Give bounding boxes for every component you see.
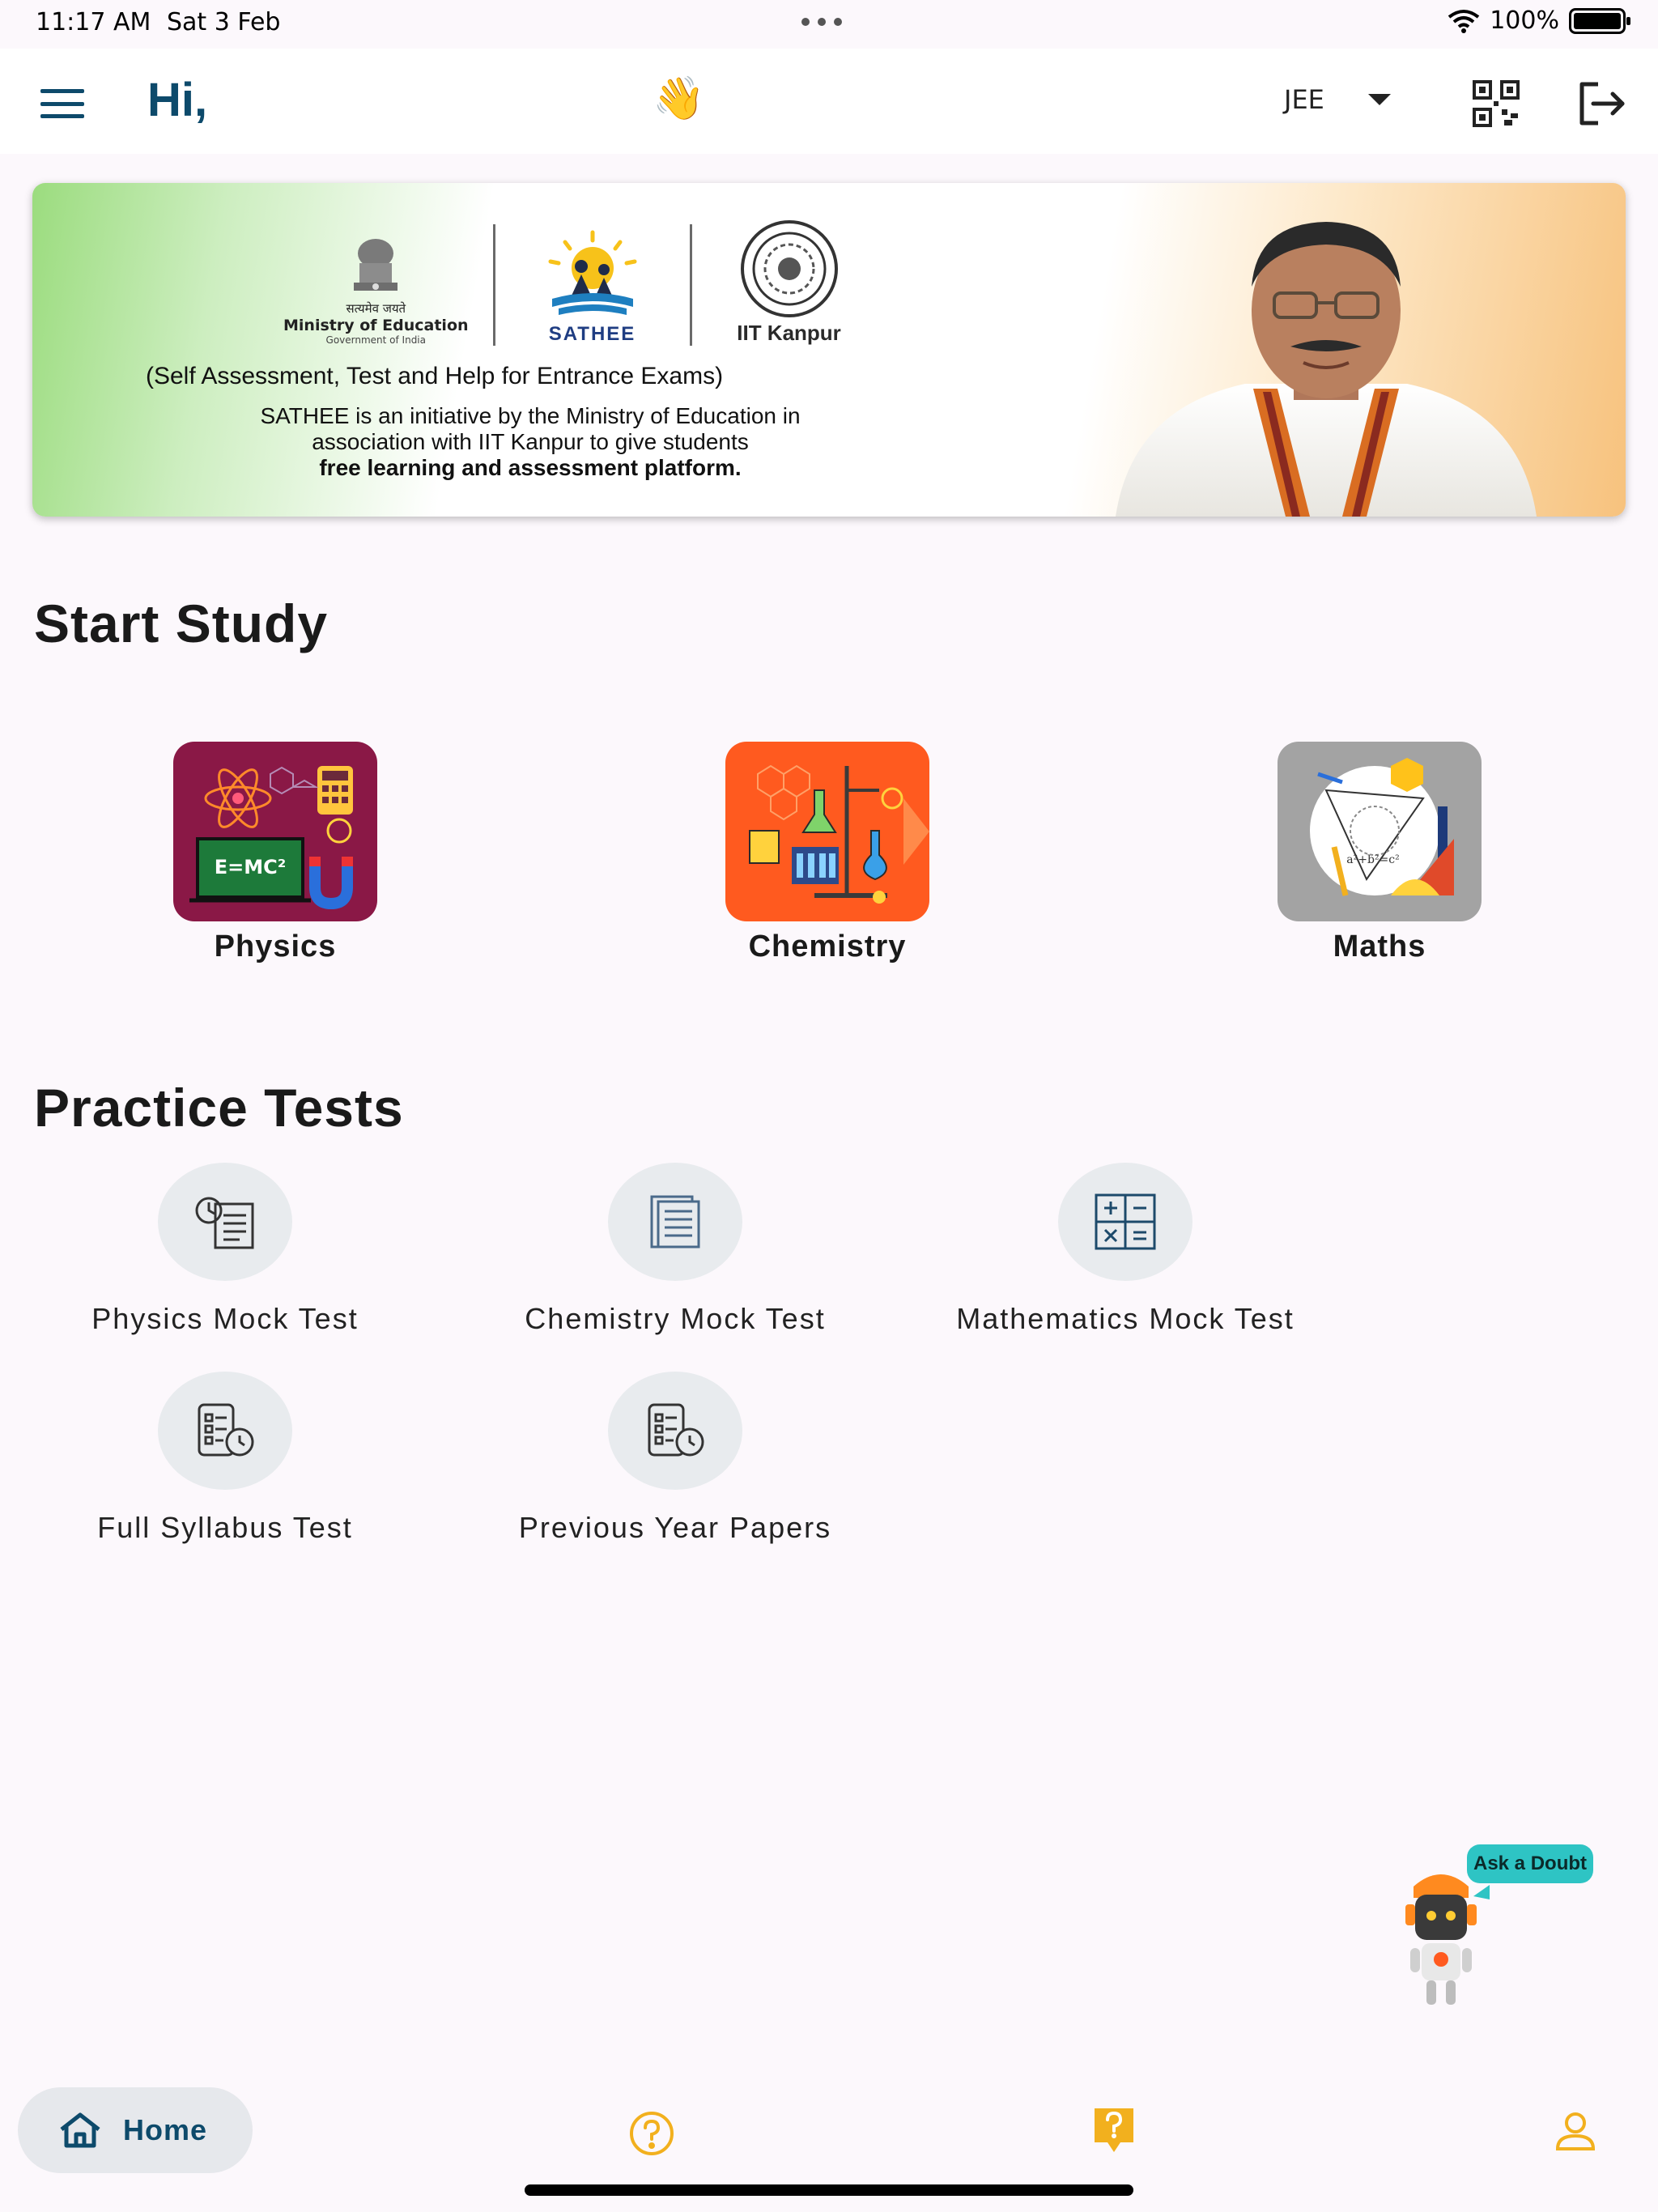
iit-logo — [692, 215, 886, 346]
moe-name: Ministry of Education — [283, 317, 469, 334]
timed-test-icon — [608, 1372, 742, 1490]
profile-icon[interactable] — [1554, 2110, 1596, 2152]
timed-test-icon — [158, 1372, 292, 1490]
menu-icon[interactable] — [40, 89, 84, 118]
greeting: Hi, — [147, 74, 208, 126]
question-badge-icon[interactable] — [1091, 2105, 1137, 2155]
home-icon — [58, 2112, 102, 2149]
physics-mock-test[interactable] — [39, 1163, 411, 1336]
banner-desc-line: association with IIT Kanpur to give students — [312, 429, 749, 454]
moe-logo — [259, 236, 493, 346]
chemistry-mock-test[interactable] — [489, 1163, 861, 1336]
iit-name: IIT Kanpur — [737, 321, 841, 345]
sathee-logo — [495, 226, 690, 346]
full-syllabus-test[interactable] — [39, 1372, 411, 1545]
exam-selected-value: JEE — [1284, 84, 1324, 115]
subject-label: Physics — [214, 929, 337, 963]
status-date: Sat 3 Feb — [167, 8, 281, 36]
subject-physics[interactable] — [170, 742, 380, 964]
help-circle-icon[interactable] — [628, 2110, 675, 2157]
ask-doubt-button[interactable] — [1368, 1838, 1611, 2024]
wifi-icon — [1448, 9, 1480, 33]
physics-formula: E=MC² — [214, 856, 287, 878]
status-time: 11:17 AM — [36, 8, 151, 36]
wave-hand-icon: 👋 — [653, 74, 705, 123]
physics-test-icon — [158, 1163, 292, 1281]
chevron-down-icon — [1368, 94, 1391, 105]
subject-label: Chemistry — [748, 929, 907, 963]
start-study-title: Start Study — [34, 593, 329, 653]
banner-desc-line: free learning and assessment platform. — [319, 455, 742, 480]
multitasking-dots-icon[interactable] — [801, 18, 842, 26]
calculator-icon — [1058, 1163, 1192, 1281]
test-label: Mathematics Mock Test — [956, 1302, 1295, 1335]
test-label: Physics Mock Test — [91, 1302, 359, 1335]
battery-icon — [1569, 8, 1626, 34]
ask-doubt-label: Ask a Doubt — [1467, 1844, 1593, 1883]
chemistry-tile-icon — [725, 742, 929, 921]
maths-tile-icon — [1278, 742, 1482, 921]
banner-tagline: (Self Assessment, Test and Help for Entrance Exams) — [146, 363, 724, 389]
mathematics-mock-test[interactable] — [939, 1163, 1312, 1336]
exam-dropdown[interactable] — [1284, 84, 1391, 115]
battery-percent: 100% — [1490, 6, 1559, 35]
home-indicator[interactable] — [525, 2184, 1133, 2196]
qr-code-icon[interactable] — [1472, 79, 1520, 128]
subject-label: Maths — [1333, 929, 1426, 963]
minister-portrait — [1083, 198, 1569, 517]
sathee-banner[interactable] — [32, 183, 1626, 517]
test-label: Full Syllabus Test — [97, 1511, 353, 1544]
subject-maths[interactable] — [1274, 742, 1485, 964]
banner-desc-line: SATHEE is an initiative by the Ministry of Education in — [260, 403, 801, 428]
physics-tile-icon — [173, 742, 377, 921]
national-emblem-icon — [339, 236, 412, 300]
svg-text:a²+b²=c²: a²+b²=c² — [1346, 853, 1400, 866]
status-bar — [0, 0, 1658, 49]
bottom-navigation — [0, 2073, 1658, 2186]
subject-chemistry[interactable] — [722, 742, 933, 964]
status-indicators — [1448, 6, 1626, 35]
iit-seal-icon — [716, 215, 862, 321]
test-label: Chemistry Mock Test — [525, 1302, 826, 1335]
nav-home-label: Home — [123, 2113, 208, 2146]
sathee-sun-icon — [520, 226, 665, 323]
test-label: Previous Year Papers — [518, 1511, 832, 1544]
moe-motto: सत्यमेव जयते — [346, 301, 406, 316]
nav-home[interactable] — [18, 2087, 253, 2173]
previous-year-papers[interactable] — [489, 1372, 861, 1545]
sathee-name: SATHEE — [548, 323, 636, 345]
banner-logos — [259, 215, 886, 346]
logout-icon[interactable] — [1577, 79, 1627, 128]
moe-government: Government of India — [325, 334, 426, 346]
document-list-icon — [608, 1163, 742, 1281]
banner-description — [146, 403, 915, 481]
practice-tests-title: Practice Tests — [34, 1078, 404, 1138]
app-header — [0, 49, 1658, 154]
